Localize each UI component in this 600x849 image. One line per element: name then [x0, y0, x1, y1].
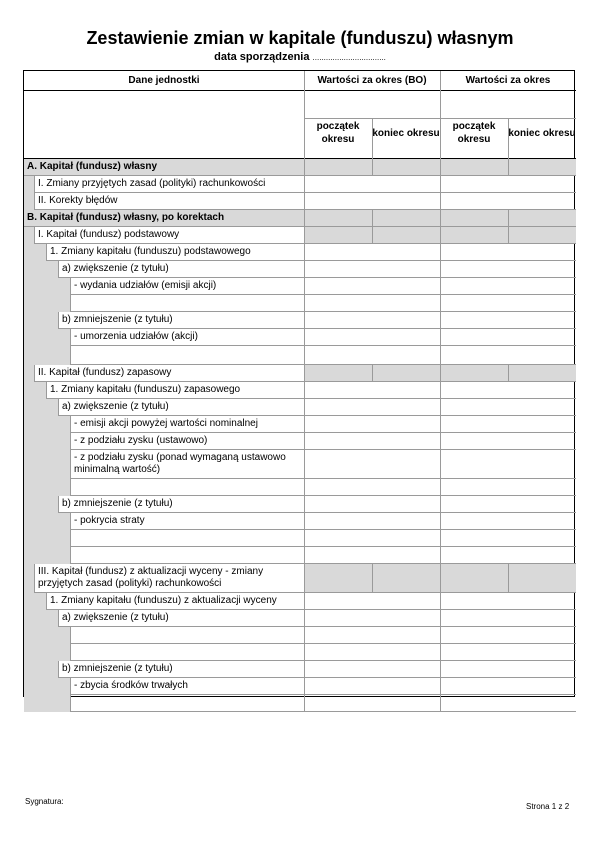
- row-label: A. Kapitał (fundusz) własny: [24, 159, 304, 176]
- row-label: - z podziału zysku (ustawowo): [70, 433, 304, 450]
- value-cell-period[interactable]: [440, 496, 576, 513]
- value-cell[interactable]: [440, 210, 508, 227]
- row-indent: [24, 433, 70, 450]
- value-cell-bo[interactable]: [304, 193, 440, 210]
- row-indent: [24, 627, 70, 644]
- row-indent: [24, 261, 58, 278]
- value-cell[interactable]: [372, 564, 440, 593]
- value-cell-bo[interactable]: [304, 479, 440, 496]
- row-indent: [24, 193, 34, 210]
- row-label: II. Kapitał (fundusz) zapasowy: [34, 365, 304, 382]
- row-label: II. Korekty błędów: [34, 193, 304, 210]
- value-cell-period[interactable]: [440, 193, 576, 210]
- header-top-divider: [24, 90, 576, 91]
- row-indent: [24, 678, 70, 695]
- value-cell-bo[interactable]: [304, 661, 440, 678]
- row-label: [70, 346, 304, 365]
- value-cell-bo[interactable]: [304, 644, 440, 661]
- subtitle: [0, 50, 600, 65]
- header-bo-end: koniec okresu: [372, 127, 440, 139]
- value-cell-period[interactable]: [440, 610, 576, 627]
- row-indent: [24, 450, 70, 479]
- value-cell-period[interactable]: [440, 695, 576, 712]
- value-cell-bo[interactable]: [304, 547, 440, 564]
- value-cell[interactable]: [440, 564, 508, 593]
- value-cell-bo[interactable]: [304, 382, 440, 399]
- value-cell-bo[interactable]: [304, 261, 440, 278]
- value-cell-bo[interactable]: [304, 695, 440, 712]
- row-indent: [24, 496, 58, 513]
- row-label: 1. Zmiany kapitału (funduszu) podstawowego: [46, 244, 304, 261]
- value-cell-period[interactable]: [440, 513, 576, 530]
- value-cell[interactable]: [440, 159, 508, 176]
- value-cell-bo[interactable]: [304, 530, 440, 547]
- value-cell-bo[interactable]: [304, 450, 440, 479]
- value-cell-bo[interactable]: [304, 433, 440, 450]
- value-cell-period[interactable]: [440, 382, 576, 399]
- row-indent: [24, 547, 70, 564]
- row-indent: [24, 610, 58, 627]
- row-label: [70, 644, 304, 661]
- row-indent: [24, 593, 46, 610]
- value-cell-bo[interactable]: [304, 593, 440, 610]
- row-label: - z podziału zysku (ponad wymaganą ustawowo minimalną wartość): [70, 450, 304, 479]
- row-indent: [24, 244, 46, 261]
- row-indent: [24, 312, 58, 329]
- value-cell-bo[interactable]: [304, 627, 440, 644]
- value-cell-bo[interactable]: [304, 496, 440, 513]
- value-cell-bo[interactable]: [304, 399, 440, 416]
- row-label: [70, 479, 304, 496]
- value-cell[interactable]: [508, 159, 576, 176]
- value-cell-period[interactable]: [440, 399, 576, 416]
- page-number: Strona 1 z 2: [526, 802, 570, 811]
- header-vline-3: [372, 118, 373, 159]
- row-indent: [24, 416, 70, 433]
- value-cell-period[interactable]: [440, 593, 576, 610]
- row-indent: [24, 346, 70, 365]
- row-label: III. Kapitał (fundusz) z aktualizacji wyceny - zmiany przyjętych zasad (polityki) rachunkowości: [34, 564, 304, 593]
- value-cell[interactable]: [304, 365, 372, 382]
- row-label: - emisji akcji powyżej wartości nominalnej: [70, 416, 304, 433]
- date-field[interactable]: .................................: [312, 53, 386, 62]
- row-label: [70, 627, 304, 644]
- value-cell-bo[interactable]: [304, 312, 440, 329]
- row-label: I. Zmiany przyjętych zasad (polityki) rachunkowości: [34, 176, 304, 193]
- row-label: [70, 547, 304, 564]
- value-cell-period[interactable]: [440, 479, 576, 496]
- equity-changes-table: [23, 70, 575, 697]
- row-indent: [24, 278, 70, 295]
- value-cell[interactable]: [372, 210, 440, 227]
- value-cell[interactable]: [304, 227, 372, 244]
- date-label: data sporządzenia: [214, 51, 310, 63]
- value-cell-bo[interactable]: [304, 416, 440, 433]
- row-label: - zbycia środków trwałych: [70, 678, 304, 695]
- value-cell-period[interactable]: [440, 530, 576, 547]
- signature-label: Sygnatura:: [25, 797, 64, 806]
- value-cell[interactable]: [508, 210, 576, 227]
- row-indent: [24, 295, 70, 312]
- value-cell-bo[interactable]: [304, 176, 440, 193]
- header-vline-1: [304, 71, 305, 159]
- value-cell-period[interactable]: [440, 329, 576, 346]
- header-dane-jednostki: Dane jednostki: [128, 75, 200, 86]
- value-cell-period[interactable]: [440, 547, 576, 564]
- row-indent: [24, 695, 70, 712]
- row-label: a) zwiększenie (z tytułu): [58, 261, 304, 278]
- row-label: a) zwiększenie (z tytułu): [58, 399, 304, 416]
- row-label: b) zmniejszenie (z tytułu): [58, 496, 304, 513]
- header-group-bo: Wartości za okres (BO): [317, 75, 427, 86]
- value-cell[interactable]: [304, 564, 372, 593]
- header-vline-4: [508, 118, 509, 159]
- value-cell[interactable]: [440, 227, 508, 244]
- value-cell[interactable]: [508, 564, 576, 593]
- value-cell-period[interactable]: [440, 261, 576, 278]
- row-label: b) zmniejszenie (z tytułu): [58, 312, 304, 329]
- row-label: B. Kapitał (fundusz) własny, po korektach: [24, 210, 304, 227]
- row-indent: [24, 399, 58, 416]
- row-label: I. Kapitał (fundusz) podstawowy: [34, 227, 304, 244]
- row-label: 1. Zmiany kapitału (funduszu) z aktualizacji wyceny: [46, 593, 304, 610]
- row-indent: [24, 644, 70, 661]
- value-cell-period[interactable]: [440, 346, 576, 365]
- value-cell-bo[interactable]: [304, 513, 440, 530]
- row-label: - umorzenia udziałów (akcji): [70, 329, 304, 346]
- header-vline-2: [440, 71, 441, 159]
- row-label: b) zmniejszenie (z tytułu): [58, 661, 304, 678]
- row-label: - wydania udziałów (emisji akcji): [70, 278, 304, 295]
- value-cell[interactable]: [372, 159, 440, 176]
- value-cell-period[interactable]: [440, 312, 576, 329]
- row-label: - pokrycia straty: [70, 513, 304, 530]
- row-indent: [24, 661, 58, 678]
- value-cell[interactable]: [304, 210, 372, 227]
- header-group-period: Wartości za okres: [465, 75, 551, 86]
- value-cell-period[interactable]: [440, 433, 576, 450]
- value-cell-period[interactable]: [440, 295, 576, 312]
- value-cell-bo[interactable]: [304, 346, 440, 365]
- row-indent: [24, 329, 70, 346]
- value-cell-bo[interactable]: [304, 678, 440, 695]
- header-period-end: koniec okresu: [508, 127, 576, 139]
- value-cell-bo[interactable]: [304, 329, 440, 346]
- value-cell-bo[interactable]: [304, 610, 440, 627]
- value-cell-bo[interactable]: [304, 244, 440, 261]
- value-cell-period[interactable]: [440, 244, 576, 261]
- value-cell[interactable]: [440, 365, 508, 382]
- row-label: [70, 295, 304, 312]
- row-label: [70, 530, 304, 547]
- value-cell-period[interactable]: [440, 627, 576, 644]
- value-cell-bo[interactable]: [304, 295, 440, 312]
- header-period-start: początek okresu: [452, 121, 496, 145]
- row-label: a) zwiększenie (z tytułu): [58, 610, 304, 627]
- value-cell-period[interactable]: [440, 661, 576, 678]
- value-cell-period[interactable]: [440, 678, 576, 695]
- row-label: [70, 695, 304, 712]
- value-cell-period[interactable]: [440, 450, 576, 479]
- value-cell[interactable]: [304, 159, 372, 176]
- row-indent: [24, 176, 34, 193]
- row-indent: [24, 479, 70, 496]
- value-cell-period[interactable]: [440, 416, 576, 433]
- row-indent: [24, 530, 70, 547]
- value-cell-period[interactable]: [440, 176, 576, 193]
- row-indent: [24, 227, 34, 244]
- value-cell-period[interactable]: [440, 644, 576, 661]
- value-cell[interactable]: [372, 227, 440, 244]
- page-title: Zestawienie zmian w kapitale (funduszu) własnym: [86, 28, 514, 48]
- value-cell[interactable]: [508, 227, 576, 244]
- value-cell[interactable]: [508, 365, 576, 382]
- row-label: 1. Zmiany kapitału (funduszu) zapasowego: [46, 382, 304, 399]
- value-cell[interactable]: [372, 365, 440, 382]
- header-bo-start: początek okresu: [316, 121, 360, 145]
- row-indent: [24, 564, 34, 593]
- value-cell-period[interactable]: [440, 278, 576, 295]
- row-indent: [24, 365, 34, 382]
- row-indent: [24, 513, 70, 530]
- row-indent: [24, 382, 46, 399]
- value-cell-bo[interactable]: [304, 278, 440, 295]
